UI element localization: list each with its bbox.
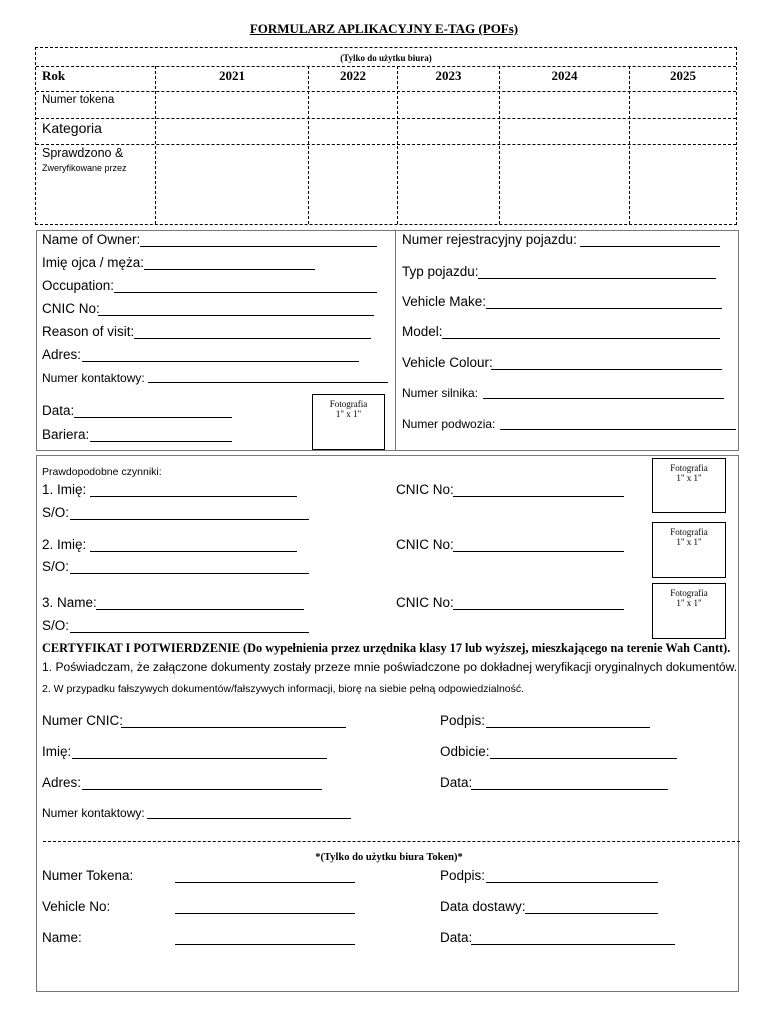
photo-label: Fotografia (670, 588, 708, 598)
vehicle-no-input[interactable] (175, 913, 355, 914)
table-divider (155, 66, 156, 224)
delivery-date-label: Data dostawy: (440, 899, 526, 914)
address-label: Adres: (42, 347, 82, 362)
person1-so-input[interactable] (70, 519, 309, 520)
engine-label: Numer silnika: (402, 386, 479, 400)
chassis-label: Numer podwozia: (402, 417, 496, 431)
barrier-input[interactable] (90, 441, 232, 442)
cert-date-label: Data: (440, 775, 473, 790)
table-divider (36, 66, 736, 67)
person1-cnic-input[interactable] (453, 496, 624, 497)
photo-size: 1" x 1" (676, 473, 702, 483)
cert-cnic-input[interactable] (121, 727, 346, 728)
cert-address-input[interactable] (82, 789, 322, 790)
person3-so-input[interactable] (70, 632, 309, 633)
token-office-caption: *(Tylko do użytku biura Token)* (315, 852, 463, 863)
photo-size: 1" x 1" (676, 537, 702, 547)
cert-contact-input[interactable] (147, 818, 351, 819)
model-label: Model: (402, 324, 443, 339)
delivery-date-input[interactable] (525, 913, 658, 914)
owner-cnic-input[interactable] (98, 315, 374, 316)
vehicle-type-input[interactable] (478, 278, 716, 279)
certificate-item-2: 2. W przypadku fałszywych dokumentów/fałszywych informacji, biorę na siebie pełną odpowiedzialność. (42, 683, 525, 695)
table-divider (36, 144, 736, 145)
cert-date-input[interactable] (471, 789, 668, 790)
person1-name-input[interactable] (90, 496, 297, 497)
engine-input[interactable] (483, 398, 724, 399)
cert-stamp-label: Odbicie: (440, 744, 490, 759)
cert-name-label: Imię: (42, 744, 72, 759)
table-divider (36, 91, 736, 92)
office-use-caption: (Tylko do użytku biura) (340, 53, 432, 63)
owner-photo-box[interactable] (312, 394, 385, 450)
page-title: FORMULARZ APLIKACYJNY E-TAG (POFs) (249, 21, 519, 36)
table-divider (629, 66, 630, 224)
photo-size: 1" x 1" (335, 409, 362, 419)
father-name-label: Imię ojca / męża: (42, 255, 145, 270)
table-divider (397, 66, 398, 224)
checked-row-label: Sprawdzono & (42, 146, 124, 160)
owner-cnic-label: CNIC No: (42, 301, 100, 316)
chassis-input[interactable] (500, 429, 736, 430)
cert-signature-input[interactable] (486, 727, 650, 728)
father-name-input[interactable] (144, 269, 315, 270)
token-date-label: Data: (440, 930, 473, 945)
vehicle-type-label: Typ pojazdu: (402, 264, 479, 279)
token-signature-input[interactable] (486, 882, 658, 883)
cert-stamp-input[interactable] (490, 758, 677, 759)
person2-cnic-input[interactable] (453, 551, 624, 552)
certificate-heading: CERTYFIKAT I POTWIERDZENIE (Do wypełnienia przez urzędnika klasy 17 lub wyższej, mieszkającego na terenie Wah Cantt). (42, 641, 731, 655)
registration-input[interactable] (580, 246, 720, 247)
date-input[interactable] (74, 417, 232, 418)
token-date-input[interactable] (471, 944, 675, 945)
year-2023: 2023 (435, 68, 462, 83)
person3-name-input[interactable] (96, 609, 304, 610)
table-divider (308, 66, 309, 224)
vehicle-no-label: Vehicle No: (42, 899, 111, 914)
rok-label: Rok (42, 68, 66, 83)
year-2022: 2022 (340, 68, 366, 83)
cert-cnic-label: Numer CNIC: (42, 713, 124, 728)
occupation-label: Occupation: (42, 278, 115, 293)
cert-name-input[interactable] (72, 758, 327, 759)
date-label: Data: (42, 403, 75, 418)
cert-signature-label: Podpis: (440, 713, 486, 728)
model-input[interactable] (442, 338, 720, 339)
person1-so-label: S/O: (42, 505, 70, 520)
cut-line-divider (43, 841, 740, 842)
table-divider (499, 66, 500, 224)
token-number-input[interactable] (175, 882, 355, 883)
person2-name-label: 2. Imię: (42, 537, 87, 552)
person3-cnic-label: CNIC No: (396, 595, 454, 610)
token-number-row-label: Numer tokena (42, 94, 115, 106)
person1-photo-box[interactable] (652, 458, 726, 513)
photo-label: Fotografia (670, 527, 708, 537)
photo-size: 1" x 1" (676, 598, 702, 608)
token-signature-label: Podpis: (440, 868, 486, 883)
reason-label: Reason of visit: (42, 324, 135, 339)
panel-divider (395, 230, 396, 451)
year-2024: 2024 (551, 68, 578, 83)
year-2021: 2021 (219, 68, 245, 83)
office-use-table (35, 47, 737, 225)
person2-name-input[interactable] (90, 551, 297, 552)
person3-photo-box[interactable] (652, 583, 726, 639)
person1-name-label: 1. Imię: (42, 482, 87, 497)
person1-cnic-label: CNIC No: (396, 482, 454, 497)
verified-by-label: Zweryfikowane przez (42, 163, 127, 173)
photo-label: Fotografia (329, 399, 368, 409)
token-name-label: Name: (42, 930, 82, 945)
registration-label: Numer rejestracyjny pojazdu: (402, 232, 577, 247)
table-divider (36, 118, 736, 119)
vehicle-colour-input[interactable] (491, 369, 722, 370)
person2-photo-box[interactable] (652, 522, 726, 578)
lower-panel (36, 455, 739, 992)
person2-so-label: S/O: (42, 559, 70, 574)
contact-label: Numer kontaktowy: (42, 371, 145, 385)
persons-header: Prawdopodobne czynniki: (42, 466, 162, 478)
token-number-label: Numer Tokena: (42, 868, 134, 883)
owner-name-input[interactable] (140, 246, 377, 247)
address-input[interactable] (82, 361, 359, 362)
person2-so-input[interactable] (70, 573, 309, 574)
barrier-label: Bariera: (42, 427, 90, 442)
vehicle-colour-label: Vehicle Colour: (402, 355, 493, 370)
occupation-input[interactable] (114, 292, 377, 293)
year-2025: 2025 (670, 68, 696, 83)
vehicle-make-input[interactable] (486, 308, 722, 309)
owner-name-label: Name of Owner: (42, 232, 141, 247)
person3-cnic-input[interactable] (453, 609, 624, 610)
contact-input[interactable] (148, 382, 388, 383)
photo-label: Fotografia (670, 463, 708, 473)
person3-name-label: 3. Name: (42, 595, 97, 610)
person2-cnic-label: CNIC No: (396, 537, 454, 552)
person3-so-label: S/O: (42, 618, 70, 633)
reason-input[interactable] (134, 338, 371, 339)
category-row-label: Kategoria (42, 120, 102, 136)
certificate-item-1: 1. Poświadczam, że załączone dokumenty zostały przeze mnie poświadczone po dokładnej weryfikacji oryginalnych dokumentów. (42, 660, 738, 674)
cert-address-label: Adres: (42, 775, 82, 790)
token-name-input[interactable] (175, 944, 355, 945)
vehicle-make-label: Vehicle Make: (402, 294, 487, 309)
cert-contact-label: Numer kontaktowy: (42, 806, 145, 820)
